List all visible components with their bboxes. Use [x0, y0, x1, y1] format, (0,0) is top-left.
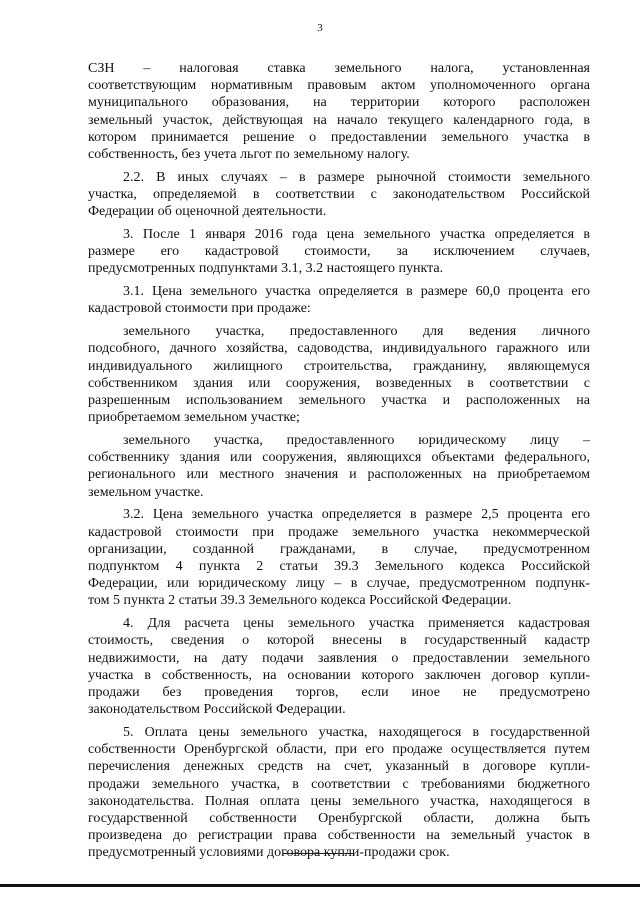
text-line: собственником здания или сооружения, возведенных в соответствии с: [88, 375, 590, 391]
text-line: Федерации об оценочной деятельности.: [88, 204, 327, 220]
text-line: произведена до регистрации права собственности на земельный участок в: [88, 828, 590, 844]
text-line: участка, определяемой в соответствии с законодательством Российской: [88, 187, 590, 203]
text-line: индивидуального жилищного строительства, гражданину, являющемуся: [88, 358, 590, 374]
paragraph: [88, 169, 590, 221]
text-line: предусмотренных подпунктами 3.1, 3.2 настоящего пункта.: [88, 261, 444, 277]
end-of-text-rule: [283, 853, 353, 854]
text-line: приобретаемом земельном участке;: [88, 410, 300, 426]
text-line: подсобного, дачного хозяйства, садоводства, индивидуального гаражного или: [88, 341, 590, 357]
paragraph: [88, 615, 590, 718]
text-line: земельного участка, предоставленного юридическому лицу –: [123, 433, 590, 449]
text-line: 3. После 1 января 2016 года цена земельного участка определяется в: [123, 227, 590, 243]
text-line: собственность, без учета льгот по земельному налогу.: [88, 147, 410, 163]
text-line: предусмотренный условиями договора купли-продажи срок.: [88, 845, 450, 861]
paragraph: [88, 283, 590, 317]
document-body: [88, 60, 590, 867]
text-line: законодательством Российской Федерации.: [88, 702, 346, 718]
text-line: соответствующим нормативным правовым актом уполномоченного органа: [88, 78, 590, 94]
text-line: недвижимости, на дату подачи заявления о предоставлении земельного: [88, 650, 590, 666]
text-line: стоимость, сведения о которой внесены в государственный кадастр: [88, 633, 590, 649]
text-line: размере его кадастровой стоимости, за исключением случаев,: [88, 244, 590, 260]
text-line: муниципального образования, на территории которого расположен: [88, 95, 590, 111]
text-line: законодательства. Полная оплата цены земельного участка, находящегося в: [88, 793, 590, 809]
text-line: государственной собственности Оренбургской области, должна быть: [88, 811, 590, 827]
text-line: 3.2. Цена земельного участка определяется в размере 2,5 процента его: [123, 507, 590, 523]
text-line: кадастровой стоимости при продаже земельного участка некоммерческой: [88, 524, 590, 540]
text-line: 5. Оплата цены земельного участка, находящегося в государственной: [123, 725, 590, 741]
page-number: 3: [317, 22, 323, 34]
text-line: продажи без проведения торгов, если иное не предусмотрено: [88, 685, 590, 701]
text-line: 2.2. В иных случаях – в размере рыночной стоимости земельного: [123, 169, 590, 185]
paragraph: [88, 226, 590, 278]
text-line: кадастровой стоимости при продаже:: [88, 301, 311, 317]
text-line: 4. Для расчета цены земельного участка применяется кадастровая: [123, 616, 590, 632]
paragraph: [88, 506, 590, 609]
text-line: Федерации, или юридическому лицу – в случае, предусмотренном подпунк-: [88, 576, 590, 592]
text-line: том 5 пункта 2 статьи 39.3 Земельного кодекса Российской Федерации.: [88, 593, 512, 609]
text-line: СЗН – налоговая ставка земельного налога, установленная: [88, 61, 590, 76]
text-line: перечисления денежных средств на счет, указанный в договоре купли-: [88, 759, 590, 775]
text-line: земельного участка, предоставленного для ведения личного: [123, 324, 590, 340]
text-line: подпунктом 4 пункта 2 статьи 39.3 Земельного кодекса Российской: [88, 559, 590, 575]
text-line: собственнику здания или сооружения, являющихся объектами федерального,: [88, 450, 590, 466]
text-line: котором принимается решение о предоставлении земельного участка в: [88, 129, 590, 145]
text-line: земельном участке.: [88, 484, 204, 500]
text-line: продажи земельного участка, в соответствии с требованиями бюджетного: [88, 776, 590, 792]
text-line: земельный участок, действующая на начало текущего календарного года, в: [88, 112, 590, 128]
paragraph: [88, 724, 590, 862]
bottom-scan-edge: [0, 884, 640, 887]
text-line: участка в собственность, на основании которого заключен договор купли-: [88, 667, 590, 683]
paragraph: [88, 60, 590, 163]
paragraph: [88, 323, 590, 426]
text-line: организации, созданной гражданами, в случае, предусмотренном: [88, 541, 590, 557]
paragraph: [88, 432, 590, 501]
text-line: регионального или местного значения и расположенных на приобретаемом: [88, 467, 590, 483]
text-line: 3.1. Цена земельного участка определяется в размере 60,0 процента его: [123, 284, 590, 300]
text-line: разрешенным использованием земельного участка и расположенных на: [88, 393, 590, 409]
text-line: собственности Оренбургской области, при его продаже осуществляется путем: [88, 742, 590, 758]
